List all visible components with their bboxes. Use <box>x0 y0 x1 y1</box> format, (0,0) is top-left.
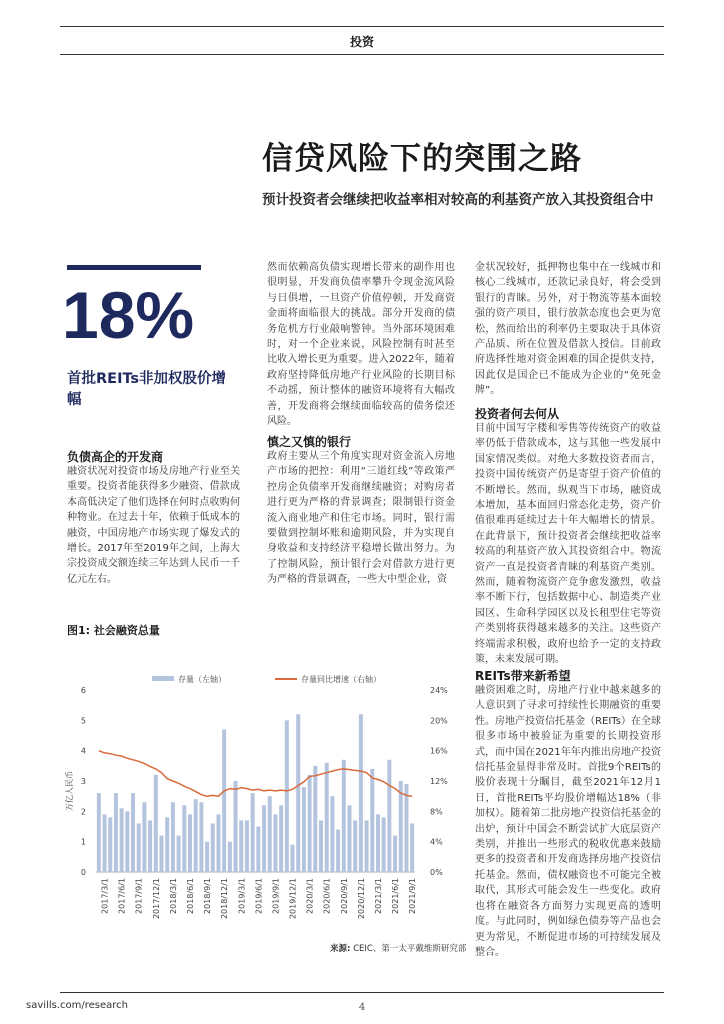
x-tick-label: 2018/6/1 <box>186 878 195 914</box>
y-left-tick-label: 2 <box>80 807 86 817</box>
growth-line <box>99 751 412 797</box>
y-left-tick-label: 3 <box>80 777 86 786</box>
chart-bar <box>245 820 249 872</box>
chart-bar <box>325 763 329 872</box>
y-left-tick-label: 1 <box>80 837 86 847</box>
y-right-tick-label: 12% <box>430 777 448 786</box>
chart-bar <box>365 820 369 872</box>
x-tick-label: 2017/6/1 <box>117 878 127 914</box>
financing-chart <box>60 670 465 940</box>
chart-bar <box>262 805 266 872</box>
chart-bar <box>142 802 146 872</box>
chart-bar <box>177 836 181 872</box>
source-text: CEIC、第一太平戴维斯研究部 <box>353 944 467 954</box>
source-label: 来源: <box>330 944 351 954</box>
x-tick-label: 2018/12/1 <box>220 878 230 920</box>
x-tick-label: 2020/12/1 <box>356 878 366 920</box>
y-left-tick-label: 0 <box>80 868 86 877</box>
chart-bar <box>268 796 272 872</box>
x-tick-label: 2018/3/1 <box>168 878 178 914</box>
section-header: 投资 <box>349 35 374 49</box>
y-right-tick-label: 24% <box>430 686 448 695</box>
header-top-rule <box>60 26 664 27</box>
chart-bar <box>165 817 169 872</box>
chart-bar <box>370 769 374 872</box>
heading-reits: REITs带来新希望 <box>475 669 571 683</box>
header-bottom-rule <box>60 54 664 55</box>
y-left-tick-label: 6 <box>80 686 86 695</box>
chart-bar <box>410 823 414 872</box>
y-right-tick-label: 20% <box>430 716 448 726</box>
chart-bar <box>376 814 380 872</box>
chart-bar <box>256 827 260 873</box>
page-number: 4 <box>358 1002 366 1013</box>
chart-bar <box>308 775 312 872</box>
chart-bar <box>216 814 220 872</box>
footer-url: savills.com/research <box>26 1000 128 1011</box>
legend-label-line: 存量同比增速（右轴） <box>301 675 381 684</box>
highlight-bar <box>67 265 201 270</box>
chart-bar <box>291 845 295 872</box>
y-right-tick-label: 16% <box>430 746 448 756</box>
x-tick-label: 2017/3/1 <box>100 878 110 914</box>
highlight-caption: 首批REITs非加权股价增幅 <box>67 371 227 408</box>
x-tick-label: 2019/12/1 <box>288 878 298 920</box>
chart-bar <box>239 820 243 872</box>
x-tick-label: 2017/12/1 <box>151 878 161 920</box>
chart-bar <box>205 842 209 872</box>
chart-bar <box>382 817 386 872</box>
chart-bar <box>387 760 391 872</box>
y-right-tick-label: 0% <box>430 868 443 877</box>
chart-bar <box>279 805 283 872</box>
chart-bar <box>302 787 306 872</box>
heading-bank: 慎之又慎的银行 <box>267 435 352 449</box>
heading-debt: 负债高企的开发商 <box>67 450 164 464</box>
chart-bar <box>154 775 158 872</box>
highlight-figure: 18% <box>62 278 195 352</box>
chart-bar <box>234 781 238 872</box>
y-left-tick-label: 4 <box>80 746 86 756</box>
chart-bar <box>228 842 232 872</box>
chart-bar <box>194 799 198 872</box>
chart-bar <box>353 820 357 872</box>
body-bank: 政府主要从三个角度实现对资金流入房地产市场的把控：利用“三道红线”等政策严控房企负债率开发商继续融资；对购房者进行更为严格的背景调查；限制银行资金流入商业地产和住宅市场。同时，银行需要做到控制坏账和逾期风险，并为实现自身收益和支持经济平稳增长做出努力。为了控制风险，预计银行会对借款方进行更为严格的背景调查，一些大中型企业，资 <box>267 451 455 586</box>
chart-bar <box>285 720 289 872</box>
x-tick-label: 2017/9/1 <box>134 878 144 914</box>
chart-bar <box>211 823 215 872</box>
chart-bar <box>160 836 164 872</box>
x-tick-label: 2019/9/1 <box>271 878 281 914</box>
y-right-tick-label: 8% <box>430 807 443 817</box>
x-tick-label: 2019/6/1 <box>254 878 264 914</box>
footer-rule <box>60 992 664 993</box>
x-tick-label: 2019/3/1 <box>237 878 247 914</box>
x-tick-label: 2021/3/1 <box>374 878 383 914</box>
chart-bar <box>114 793 118 872</box>
chart-bar <box>131 793 135 872</box>
chart-bar <box>319 820 323 872</box>
chart-bar <box>273 814 277 872</box>
chart-bar <box>222 729 226 872</box>
x-tick-label: 2018/9/1 <box>203 878 213 914</box>
chart-bar <box>330 796 334 872</box>
chart-bar <box>393 836 397 872</box>
x-tick-label: 2021/9/1 <box>408 878 418 914</box>
chart-bar <box>182 805 186 872</box>
chart-bar <box>188 814 192 872</box>
chart-bar <box>313 766 317 872</box>
chart-bar <box>336 830 340 872</box>
figure-source <box>330 942 466 954</box>
chart-bar <box>251 793 255 872</box>
x-tick-label: 2020/3/1 <box>305 878 315 914</box>
chart-bar <box>399 781 403 872</box>
heading-investors: 投资者何去何从 <box>475 407 560 421</box>
x-tick-label: 2020/6/1 <box>322 878 332 914</box>
chart-bar <box>103 814 107 872</box>
chart-bar <box>296 714 300 872</box>
x-tick-label: 2021/6/1 <box>391 878 401 914</box>
chart-bar <box>199 802 203 872</box>
chart-bar <box>347 805 351 872</box>
chart-bar <box>137 823 141 872</box>
body-debt: 融资状况对投资市场及房地产行业至关重要。投资者能获得多少融资、借款成本高低决定了他们选择在何时点收购何种物业。在过去十年，依赖于低成本的融资，中国房地产市场实现了爆发式的增长。2017年至2019年之间，上海大宗投资成交额连续三年达到人民币一千亿元左右。 <box>67 466 240 585</box>
y-right-tick-label: 4% <box>430 837 443 847</box>
body-col2-intro: 然而依赖高负债实现增长带来的副作用也很明显，开发商负债率攀升令现金流风险与日俱增，一旦资产价值停顿，开发商资金面将面临很大的挑战。部分开发商的债务危机方行业敲响警钟。当外部环境困难时，对一个企业来说，风险控制有时甚至比收入增长更为重要。进入2022年，随着政府坚持降低房地产行业风险的长期目标不动摇，预计整体的融资环境将有大幅改善，开发商将会继续面临较高的债务偿还风险。 <box>267 262 455 428</box>
y-left-axis-label: 万亿人民币 <box>65 771 74 811</box>
chart-bar <box>108 817 112 872</box>
chart-bar <box>359 714 363 872</box>
chart-bar <box>342 760 346 872</box>
page-subtitle: 预计投资者会继续把收益率相对较高的利基资产放入其投资组合中 <box>262 192 654 208</box>
chart-bar <box>125 811 129 872</box>
figure-title: 图1: 社会融资总量 <box>67 624 160 637</box>
y-left-tick-label: 5 <box>80 716 86 726</box>
chart-bar <box>404 784 408 872</box>
chart-bar <box>97 793 101 872</box>
legend-label-bars: 存量（左轴） <box>178 675 226 684</box>
chart-bar <box>171 802 175 872</box>
chart-bar <box>148 820 152 872</box>
chart-bar <box>120 808 124 872</box>
body-col3-intro: 金状况较好，抵押物也集中在一线城市和核心二线城市，还款记录良好，将会受到银行的青睐。另外，对于物流等基本面较强的资产项目，银行放款态度也会更为宽松，然而给出的利率仍主要取决于具体资产品质、所在位置及借款人授信。目前政府选择性地对资金困难的国企提供支持，因此仅是国企已不能成为企业的“免死金牌”。 <box>475 262 661 397</box>
body-reits: 融资困难之时，房地产行业中越来越多的人意识到了寻求可持续性长期融资的重要性。房地产投资信托基金（REITs）在全球很多市场中被验证为重要的长期投资形式，而中国在2021年年内推出房地产投资信托基金显得非常及时。首批9个REITs的股价表现十分瞩目，截至2021年12月1日，首批REITs平均股价增幅达18%（非加权）。随着第二批房地产投资信托基金的出炉，预计中国会不断尝试扩大底层资产类别，并推出一些形式的税收优惠来鼓励更多的投资者和开发商选择房地产投资信托基金。然而，债权融资也不可能完全被取代，其形式可能会发生一些变化。政府也将在融资各方面努力实现更高的透明度。与此同时，例如绿色债券等产品也会更为常见，不断促进市场的可持续发展及整合。 <box>475 685 661 958</box>
legend-swatch-bars <box>152 676 174 681</box>
body-investors: 目前中国写字楼和零售等传统资产的收益率仍低于借款成本，这与其他一些发展中国家情况类似。对绝大多数投资者而言，投资中国传统资产仍是寄望于资产价值的不断增长。然而，纵观当下市场，融资成本增加，基本面回归常态化走势，资产价值很难再延续过去十年大幅增长的情景。在此背景下，预计投资者会继续把收益率较高的利基资产放入其投资组合中。物流资产一直是投资者青睐的利基资产类别。然而，随着物流资产竞争愈发激烈，收益率不断下行，包括数据中心、制造类产业园区、生命科学园区以及长租型住宅等资产类别将获得越来越多的关注。这些资产终端需求积极，政府也给予一定的支持政策，未来发展可期。 <box>475 423 661 666</box>
page-title: 信贷风险下的突围之路 <box>262 141 582 177</box>
x-tick-label: 2020/9/1 <box>339 878 349 914</box>
